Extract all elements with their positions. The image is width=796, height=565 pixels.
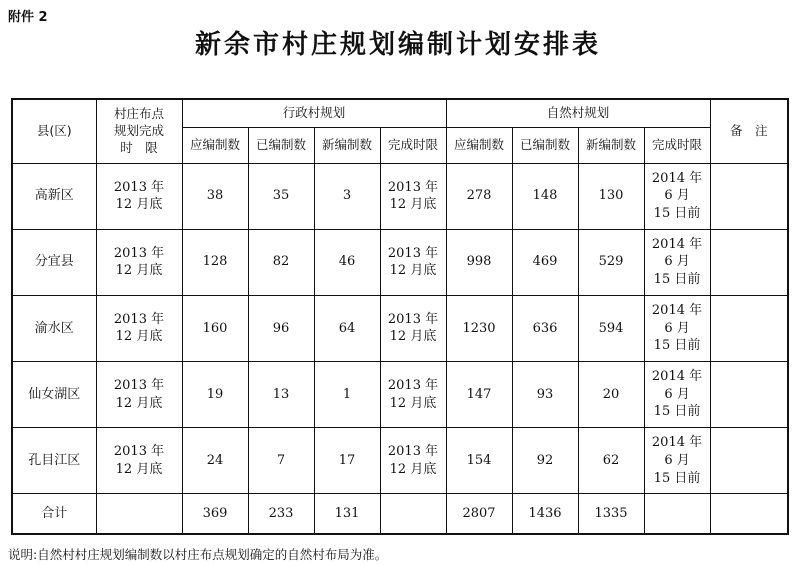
admin-new-cell: 64	[314, 295, 380, 361]
table-row	[12, 229, 788, 295]
admin-new-cell: 17	[314, 428, 380, 494]
header-row-1	[12, 99, 788, 127]
natural-done-header: 已编制数	[512, 127, 578, 163]
county-cell: 仙女湖区	[12, 362, 96, 428]
admin-required-cell: 38	[182, 163, 248, 229]
natural-deadline-cell: 2014 年 6 月 15 日前	[644, 428, 710, 494]
total-admin-deadline	[380, 494, 446, 534]
natural-done-cell: 469	[512, 229, 578, 295]
county-cell: 高新区	[12, 163, 96, 229]
footnote: 说明:自然村村庄规划编制数以村庄布点规划确定的自然村布局为准。	[8, 547, 388, 562]
admin-deadline-cell: 2013 年 12 月底	[380, 295, 446, 361]
natural-deadline-cell: 2014 年 6 月 15 日前	[644, 295, 710, 361]
remarks-cell	[710, 163, 788, 229]
admin-new-cell: 3	[314, 163, 380, 229]
admin-required-cell: 128	[182, 229, 248, 295]
remarks-header: 备 注	[710, 99, 788, 163]
natural-new-header: 新编制数	[578, 127, 644, 163]
county-cell: 孔目江区	[12, 428, 96, 494]
total-natural-required: 2807	[446, 494, 512, 534]
natural-required-cell: 998	[446, 229, 512, 295]
layout-deadline-cell: 2013 年 12 月底	[96, 295, 182, 361]
admin-deadline-cell: 2013 年 12 月底	[380, 428, 446, 494]
planning-schedule-table	[11, 98, 789, 535]
natural-new-cell: 62	[578, 428, 644, 494]
remarks-cell	[710, 428, 788, 494]
admin-new-header: 新编制数	[314, 127, 380, 163]
remarks-cell	[710, 362, 788, 428]
admin-done-header: 已编制数	[248, 127, 314, 163]
admin-deadline-header: 完成时限	[380, 127, 446, 163]
admin-required-cell: 160	[182, 295, 248, 361]
natural-deadline-cell: 2014 年 6 月 15 日前	[644, 229, 710, 295]
admin-deadline-cell: 2013 年 12 月底	[380, 362, 446, 428]
layout-deadline-cell: 2013 年 12 月底	[96, 428, 182, 494]
total-layout-deadline	[96, 494, 182, 534]
table-row	[12, 295, 788, 361]
layout-plan-header: 村庄布点 规划完成 时 限	[96, 99, 182, 163]
admin-done-cell: 82	[248, 229, 314, 295]
layout-deadline-cell: 2013 年 12 月底	[96, 362, 182, 428]
total-natural-deadline	[644, 494, 710, 534]
total-admin-required: 369	[182, 494, 248, 534]
natural-done-cell: 636	[512, 295, 578, 361]
layout-deadline-cell: 2013 年 12 月底	[96, 163, 182, 229]
admin-required-cell: 19	[182, 362, 248, 428]
natural-new-cell: 130	[578, 163, 644, 229]
page-title: 新余市村庄规划编制计划安排表	[194, 30, 601, 60]
admin-done-cell: 96	[248, 295, 314, 361]
table-row	[12, 428, 788, 494]
total-label: 合计	[12, 494, 96, 534]
natural-done-cell: 148	[512, 163, 578, 229]
natural-new-cell: 20	[578, 362, 644, 428]
admin-done-cell: 35	[248, 163, 314, 229]
natural-deadline-cell: 2014 年 6 月 15 日前	[644, 362, 710, 428]
total-row	[12, 494, 788, 534]
table-row	[12, 163, 788, 229]
attachment-label: 附件 2	[8, 10, 48, 25]
natural-deadline-header: 完成时限	[644, 127, 710, 163]
admin-deadline-cell: 2013 年 12 月底	[380, 229, 446, 295]
total-admin-new: 131	[314, 494, 380, 534]
admin-new-cell: 46	[314, 229, 380, 295]
admin-deadline-cell: 2013 年 12 月底	[380, 163, 446, 229]
natural-done-cell: 92	[512, 428, 578, 494]
natural-done-cell: 93	[512, 362, 578, 428]
county-header: 县(区)	[12, 99, 96, 163]
admin-new-cell: 1	[314, 362, 380, 428]
layout-deadline-cell: 2013 年 12 月底	[96, 229, 182, 295]
natural-required-cell: 154	[446, 428, 512, 494]
table-row	[12, 362, 788, 428]
natural-deadline-cell: 2014 年 6 月 15 日前	[644, 163, 710, 229]
total-admin-done: 233	[248, 494, 314, 534]
remarks-cell	[710, 229, 788, 295]
county-cell: 分宜县	[12, 229, 96, 295]
natural-required-header: 应编制数	[446, 127, 512, 163]
admin-village-header: 行政村规划	[182, 99, 446, 127]
total-natural-done: 1436	[512, 494, 578, 534]
natural-village-header: 自然村规划	[446, 99, 710, 127]
admin-required-cell: 24	[182, 428, 248, 494]
total-remarks	[710, 494, 788, 534]
natural-required-cell: 278	[446, 163, 512, 229]
total-natural-new: 1335	[578, 494, 644, 534]
natural-new-cell: 529	[578, 229, 644, 295]
natural-new-cell: 594	[578, 295, 644, 361]
natural-required-cell: 1230	[446, 295, 512, 361]
county-cell: 渝水区	[12, 295, 96, 361]
remarks-cell	[710, 295, 788, 361]
natural-required-cell: 147	[446, 362, 512, 428]
admin-done-cell: 13	[248, 362, 314, 428]
admin-required-header: 应编制数	[182, 127, 248, 163]
admin-done-cell: 7	[248, 428, 314, 494]
